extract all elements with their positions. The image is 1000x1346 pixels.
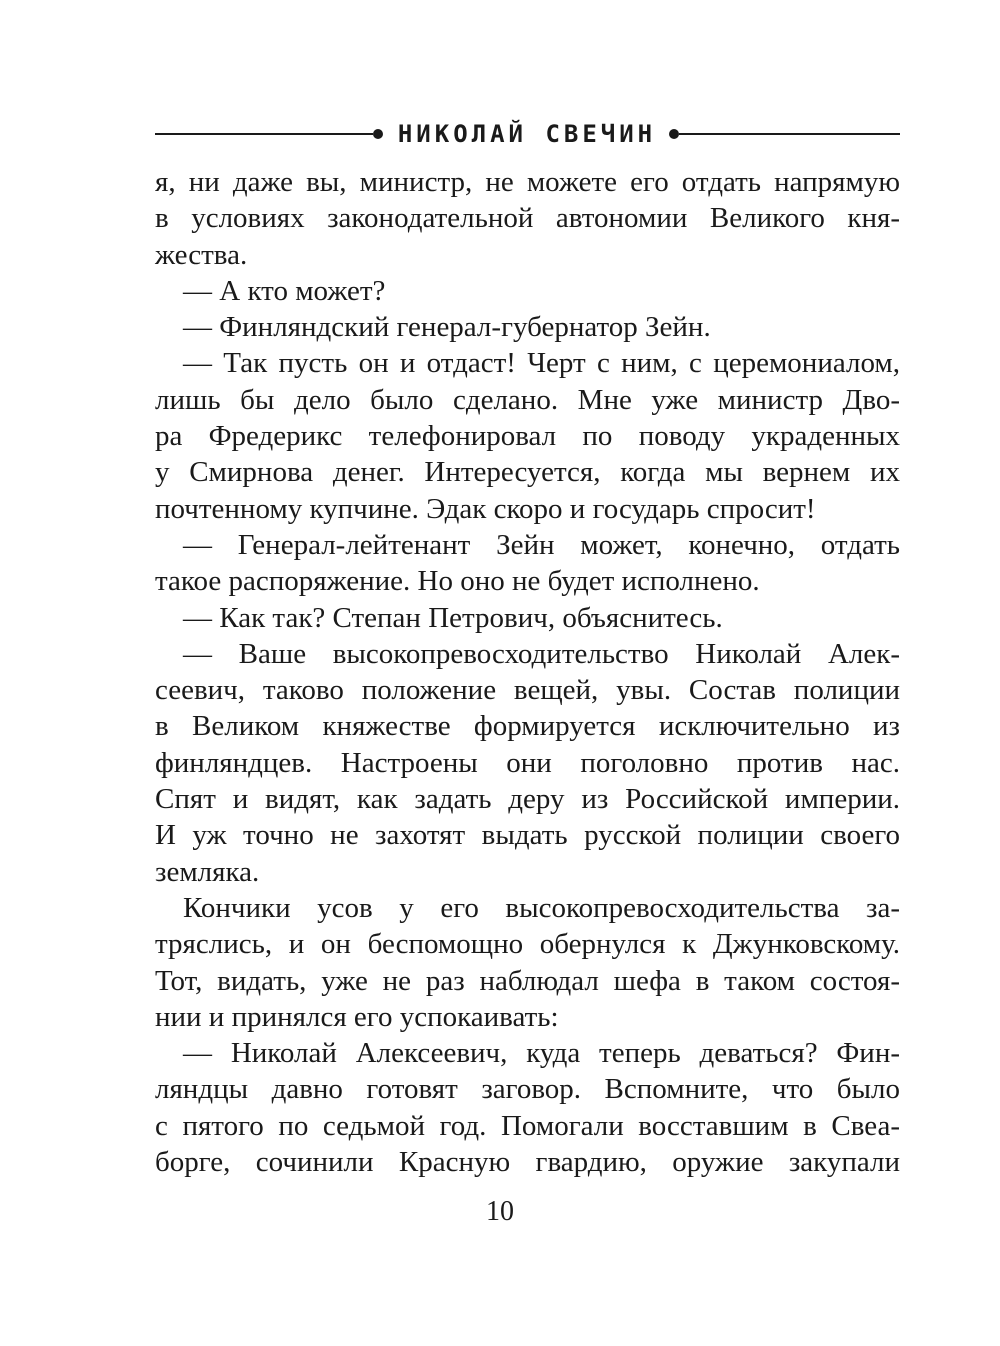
text-line: тряслись, и он беспомощно обернулся к Джунковскому. (155, 928, 900, 961)
running-header (155, 119, 900, 149)
text-line: с пятого по седьмой год. Помогали восставшим в Свеа- (155, 1109, 900, 1142)
text-line: у Смирнова денег. Интересуется, когда мы вернем их (155, 456, 900, 489)
text-line: в условиях законодательной автономии Великого кня- (155, 202, 900, 235)
page-number: 10 (486, 1196, 514, 1227)
header-author: НИКОЛАЙ СВЕЧИН (397, 120, 657, 148)
text-line: — Ваше высокопревосходительство Николай Алек- (183, 637, 900, 670)
text-line: — Как так? Степан Петрович, объяснитесь. (183, 601, 723, 634)
body-text (155, 164, 900, 1180)
text-line: — Так пусть он и отдаст! Черт с ним, с церемониалом, (183, 347, 900, 380)
text-line: земляка. (155, 855, 260, 888)
text-line: почтенному купчине. Эдак скоро и государь спросит! (155, 492, 816, 525)
text-line: финляндцев. Настроены они поголовно против нас. (155, 746, 900, 779)
text-line: — Генерал-лейтенант Зейн может, конечно, отдать (183, 528, 900, 561)
header-rule-left (155, 133, 373, 135)
text-line: жества. (155, 238, 248, 271)
text-line: Кончики усов у его высокопревосходительства за- (183, 891, 900, 924)
text-line: — Николай Алексеевич, куда теперь деваться? Фин- (183, 1037, 900, 1070)
text-line: ляндцы давно готовят заговор. Вспомните, что было (155, 1073, 900, 1106)
text-line: — А кто может? (183, 274, 386, 307)
text-line: в Великом княжестве формируется исключительно из (155, 710, 900, 743)
header-rule-right (679, 133, 900, 135)
text-line: борге, сочинили Красную гвардию, оружие закупали (155, 1146, 900, 1179)
text-line: Тот, видать, уже не раз наблюдал шефа в таком состоя- (155, 964, 900, 997)
text-line: я, ни даже вы, министр, не можете его отдать напрямую (155, 166, 900, 198)
text-line: Спят и видят, как задать деру из Российской империи. (155, 783, 900, 816)
text-line: лишь бы дело было сделано. Мне уже министр Дво- (155, 383, 900, 416)
text-line: сеевич, таково положение вещей, увы. Состав полиции (155, 674, 900, 707)
header-bullet-right-icon (669, 129, 679, 139)
text-line: ра Фредерикс телефонировал по поводу украденных (155, 420, 900, 453)
text-line: — Финляндский генерал-губернатор Зейн. (183, 311, 711, 344)
text-line: такое распоряжение. Но оно не будет исполнено. (155, 565, 760, 598)
text-line: нии и принялся его успокаивать: (155, 1000, 559, 1033)
text-line: И уж точно не захотят выдать русской полиции своего (155, 819, 900, 852)
header-bullet-left-icon (373, 129, 383, 139)
